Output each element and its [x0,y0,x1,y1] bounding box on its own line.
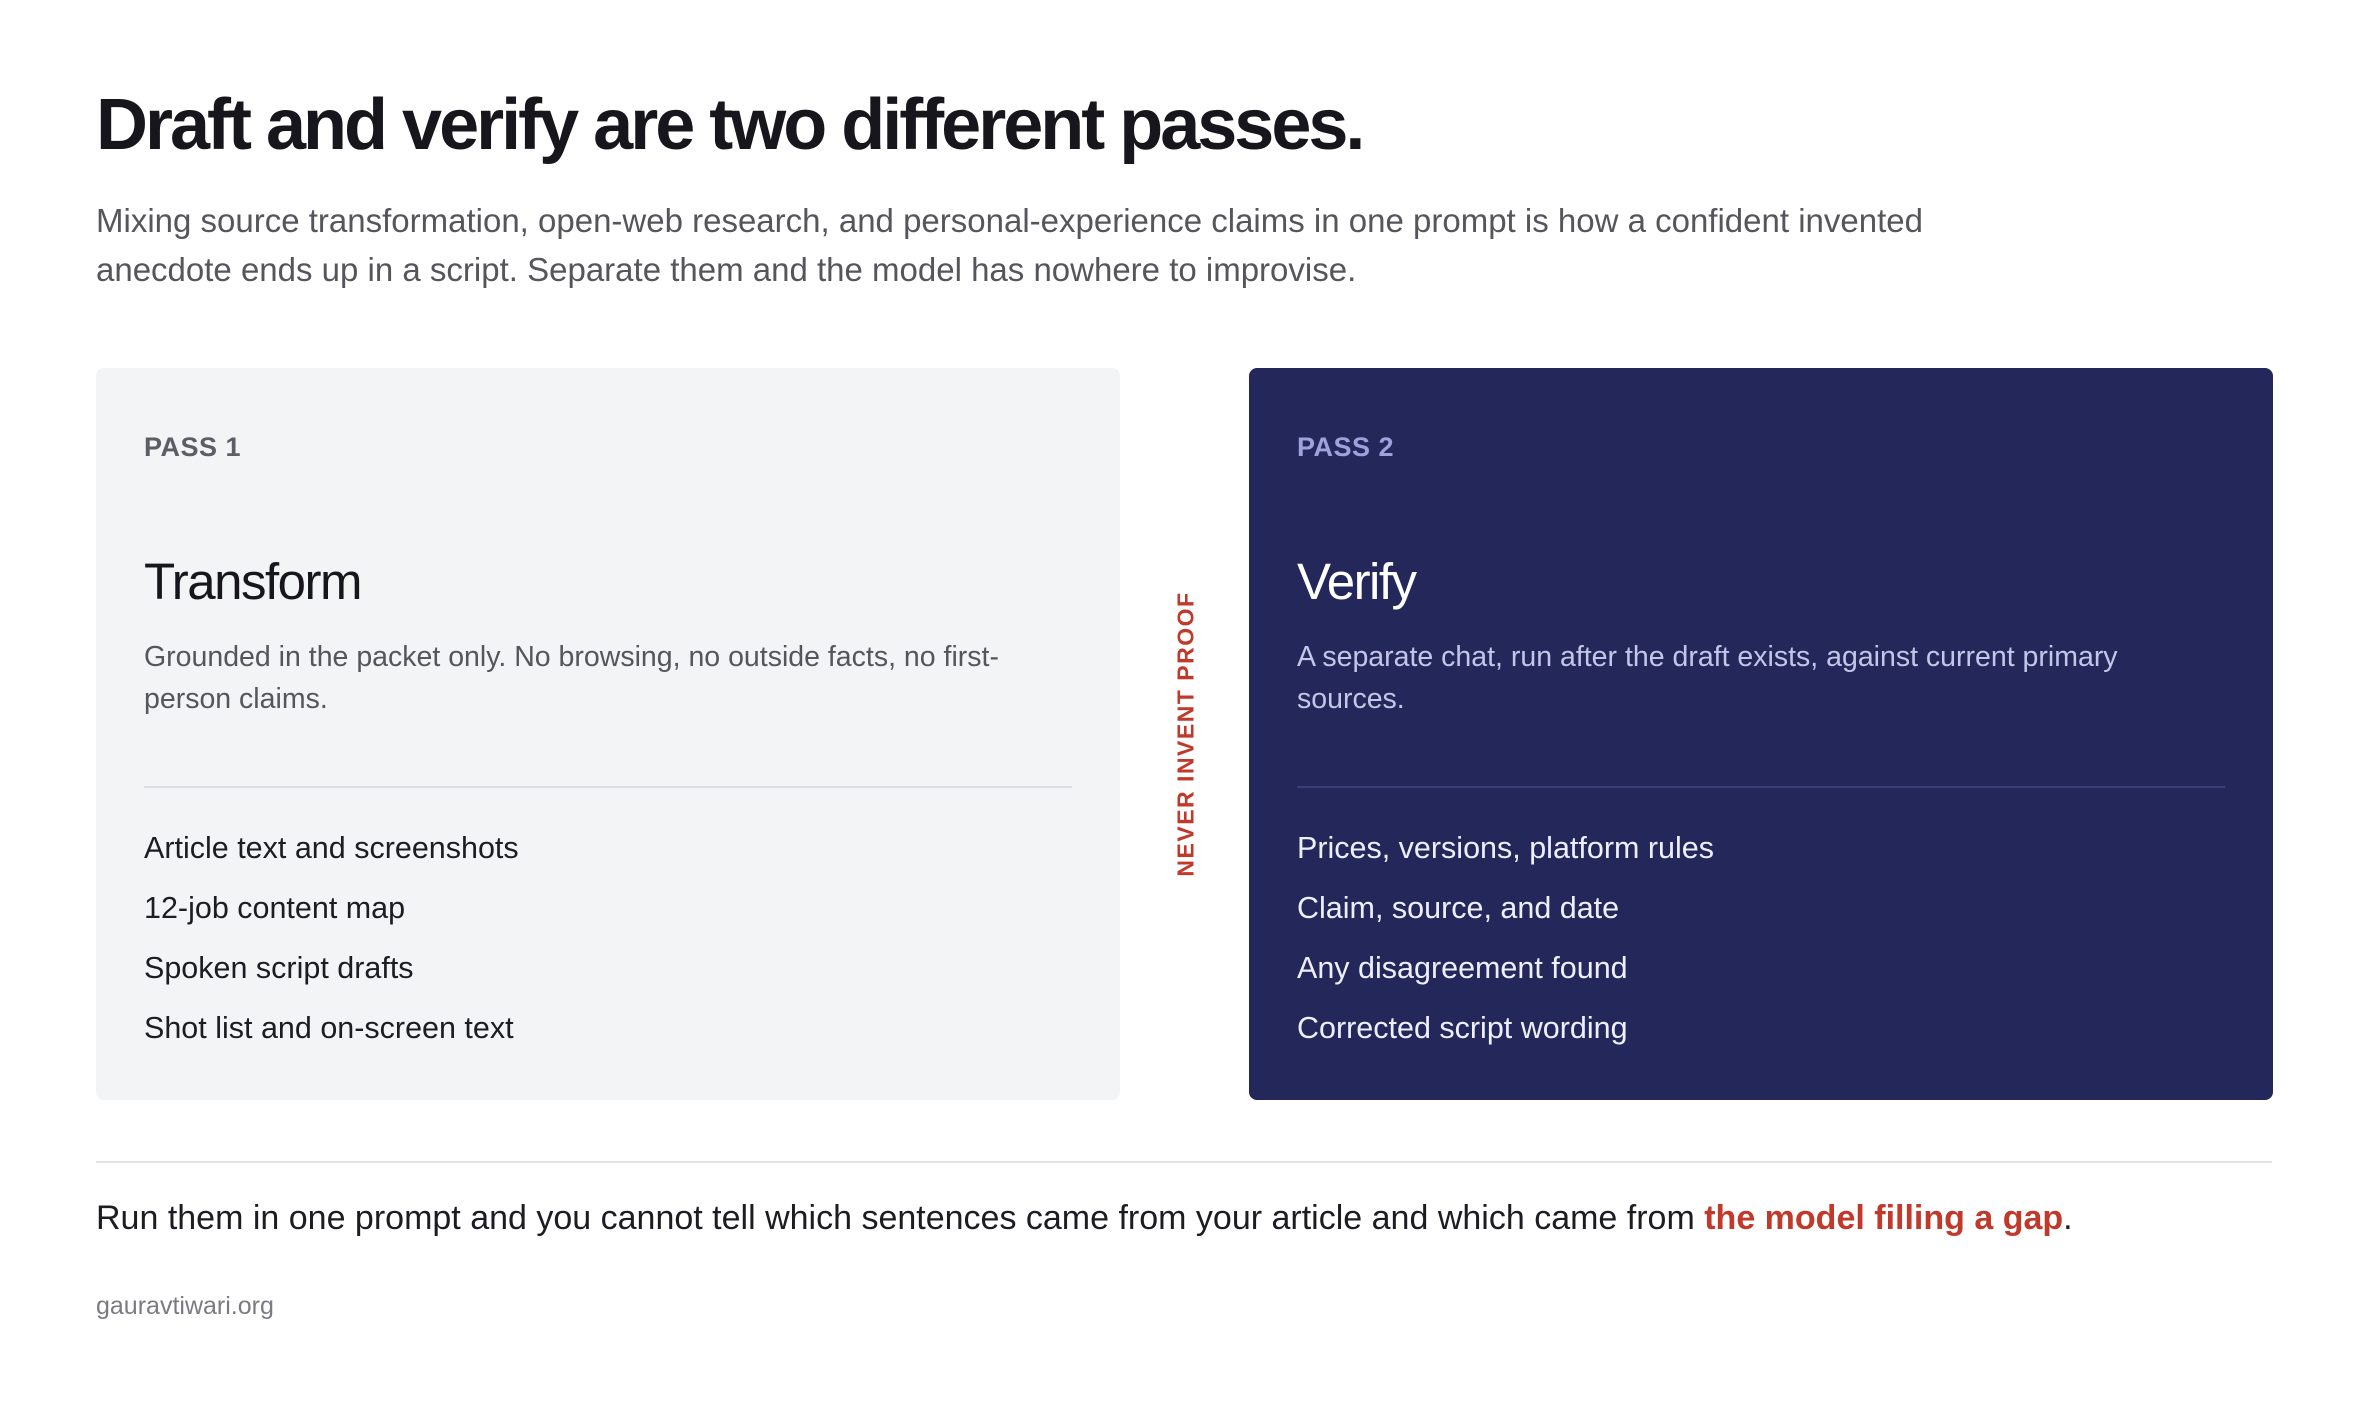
list-item: Corrected script wording [1297,1011,1628,1045]
pass-2-tag: PASS 2 [1297,432,1395,462]
intro-paragraph: Mixing source transformation, open-web research, and personal-experience claims in one prompt is how a confident invented anecdote ends up in a script. Separate them and the model has nowhere to improvise. [96,202,1923,288]
summary-text [96,1194,2073,1242]
pass-2-card [1249,368,2273,1100]
pass-1-card [96,368,1120,1100]
list-item: Prices, versions, platform rules [1297,831,1714,865]
list-item: Article text and screenshots [144,831,519,865]
pass-2-heading: Verify [1297,553,1416,610]
pass-2-divider [1297,786,2225,788]
attribution: gauravtiwari.org [96,1292,274,1320]
pass-1-list [144,818,519,1058]
summary-end: . [2063,1199,2073,1237]
list-item: Shot list and on-screen text [144,1011,514,1045]
list-item: 12-job content map [144,891,406,925]
list-item: Claim, source, and date [1297,891,1620,925]
summary-highlight: the model filling a gap [1704,1199,2064,1237]
summary-lead: Run them in one prompt and you cannot tell which sentences came from your article and which came from [96,1199,1705,1237]
footer-divider [96,1161,2272,1163]
never-invent-proof-label: NEVER INVENT PROOF [1172,591,1199,877]
pass-1-tag: PASS 1 [144,432,242,462]
pass-1-divider [144,786,1072,788]
list-item: Spoken script drafts [144,951,414,985]
pass-1-description: Grounded in the packet only. No browsing, no outside facts, no first-person claims. [144,641,999,715]
pass-2-description: A separate chat, run after the draft exists, against current primary sources. [1297,641,2118,715]
page-title: Draft and verify are two different passes. [96,85,1363,165]
list-item: Any disagreement found [1297,951,1628,985]
pass-2-list [1297,818,1714,1058]
pass-1-heading: Transform [144,553,361,610]
